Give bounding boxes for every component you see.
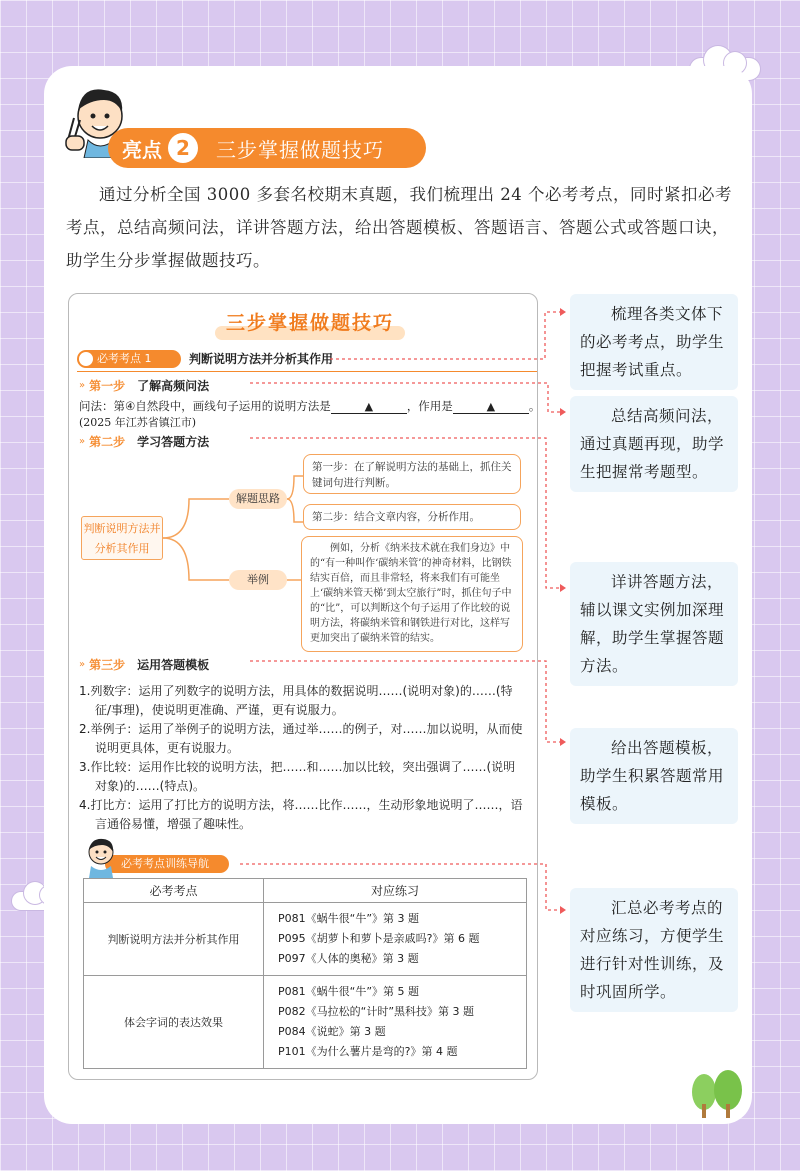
table-cell-exercises: [264, 903, 527, 976]
mindmap-root: 判断说明方法并分析其作用: [81, 516, 163, 560]
table-header: 必考考点: [84, 879, 264, 903]
nav-tag: 必考考点训练导航: [105, 855, 229, 873]
step-3-heading: [79, 657, 209, 673]
table-header: 对应练习: [264, 879, 527, 903]
table-row: [84, 976, 527, 1069]
template-item: 2.举例子：运用了举例子的说明方法，通过举……的例子，对……加以说明，从而使说明更具体，更有说服力。: [79, 722, 523, 755]
feature-label: 亮点: [122, 137, 162, 162]
intro-paragraph: 通过分析全国 3000 多套名校期末真题，我们梳理出 24 个必考考点，同时紧扣必考考点，总结高频问法，详讲答题方法，给出答题模板、答题语言、答题公式或答题口诀，助学生分步掌握做题技巧。: [66, 185, 732, 270]
answer-templates: [79, 682, 527, 834]
exercise-item: P081《蜗牛很“牛”》第 3 题: [278, 912, 420, 925]
question-prefix: 问法：第④自然段中，画线句子运用的说明方法是: [79, 399, 331, 413]
double-arrow-icon: »: [79, 436, 86, 447]
table-cell-exercises: [264, 976, 527, 1069]
exercise-item: P097《人体的奥秘》第 3 题: [278, 952, 419, 965]
question-mid: ，作用是: [406, 399, 453, 413]
step-3-name: 第三步: [89, 658, 126, 672]
step-2-text: 学习答题方法: [137, 435, 210, 449]
blank-mark: ▲: [486, 400, 496, 413]
mindmap-example: 例如，分析《纳米技术就在我们身边》中的“有一种叫作‘碳纳米管’的神奇材料，比钢铁结实百倍，而且非常轻，将来我们有可能坐上‘碳纳米管天梯’到太空旅行”时，抓住句子中的“比”，可以判断这个句子运用了作比较的说明方法，将碳纳米管和钢铁进行对比，这样写更加突出了碳纳米管的结实。: [301, 536, 523, 652]
step-2-name: 第二步: [89, 435, 126, 449]
side-note: 汇总必考考点的对应练习，方便学生进行针对性训练，及时巩固所学。: [570, 888, 738, 1012]
point-title: 判断说明方法并分析其作用: [189, 352, 334, 366]
feature-header: [108, 128, 426, 168]
exercise-item: P081《蜗牛很“牛”》第 5 题: [278, 985, 420, 998]
card-title: 三步掌握做题技巧: [225, 312, 394, 334]
step-3-text: 运用答题模板: [137, 658, 210, 672]
side-note: 总结高频问法，通过真题再现，助学生把握常考题型。: [570, 396, 738, 492]
table-header-row: [84, 879, 527, 903]
step-1-name: 第一步: [89, 379, 126, 393]
double-arrow-icon: »: [79, 380, 86, 391]
exercise-item: P101《为什么薯片是弯的?》第 4 题: [278, 1045, 458, 1058]
practice-table: [83, 878, 527, 1069]
blank-mark: ▲: [364, 400, 374, 413]
table-cell-point: 判断说明方法并分析其作用: [84, 903, 264, 976]
side-note: 详讲答题方法，辅以课文实例加深理解，助学生掌握答题方法。: [570, 562, 738, 686]
side-note: 给出答题模板，助学生积累答题常用模板。: [570, 728, 738, 824]
template-item: 4.打比方：运用了打比方的说明方法，将……比作……，生动形象地说明了……，语言通俗易懂，增强了趣味性。: [79, 798, 523, 831]
exercise-item: P095《胡萝卜和萝卜是亲戚吗?》第 6 题: [278, 932, 480, 945]
exercise-item: P082《马拉松的“计时”黑科技》第 3 题: [278, 1005, 475, 1018]
exercise-item: P084《说蛇》第 3 题: [278, 1025, 386, 1038]
sample-card: [68, 293, 541, 1080]
tree-icon: [690, 1070, 746, 1120]
point-tag-label: 必考考点 1: [97, 352, 152, 365]
feature-number: 2: [168, 133, 198, 163]
side-note: 梳理各类文体下的必考考点，助学生把握考试重点。: [570, 294, 738, 390]
mindmap-node-thinking: 解题思路: [229, 489, 287, 509]
mindmap-node-example: 举例: [229, 570, 287, 590]
mindmap-step-one: 第一步：在了解说明方法的基础上，抓住关键词句进行判断。: [303, 454, 521, 494]
step-1-text: 了解高频问法: [137, 379, 210, 393]
mascot-small-icon: [81, 834, 121, 878]
template-item: 3.作比较：运用作比较的说明方法，把……和……加以比较，突出强调了……(说明对象)的……(特点)。: [79, 760, 516, 793]
question-end: 。: [528, 399, 541, 413]
feature-title: 三步掌握做题技巧: [216, 137, 384, 162]
table-row: [84, 903, 527, 976]
double-arrow-icon: »: [79, 659, 86, 670]
template-item: 1.列数字：运用了列数字的说明方法，用具体的数据说明……(说明对象)的……(特征/事理)，使说明更准确、严谨，更有说服力。: [79, 684, 513, 717]
question-source: (2025 年江苏省镇江市): [79, 416, 197, 429]
mindmap-step-two: 第二步：结合文章内容，分析作用。: [303, 504, 521, 530]
table-cell-point: 体会字词的表达效果: [84, 976, 264, 1069]
